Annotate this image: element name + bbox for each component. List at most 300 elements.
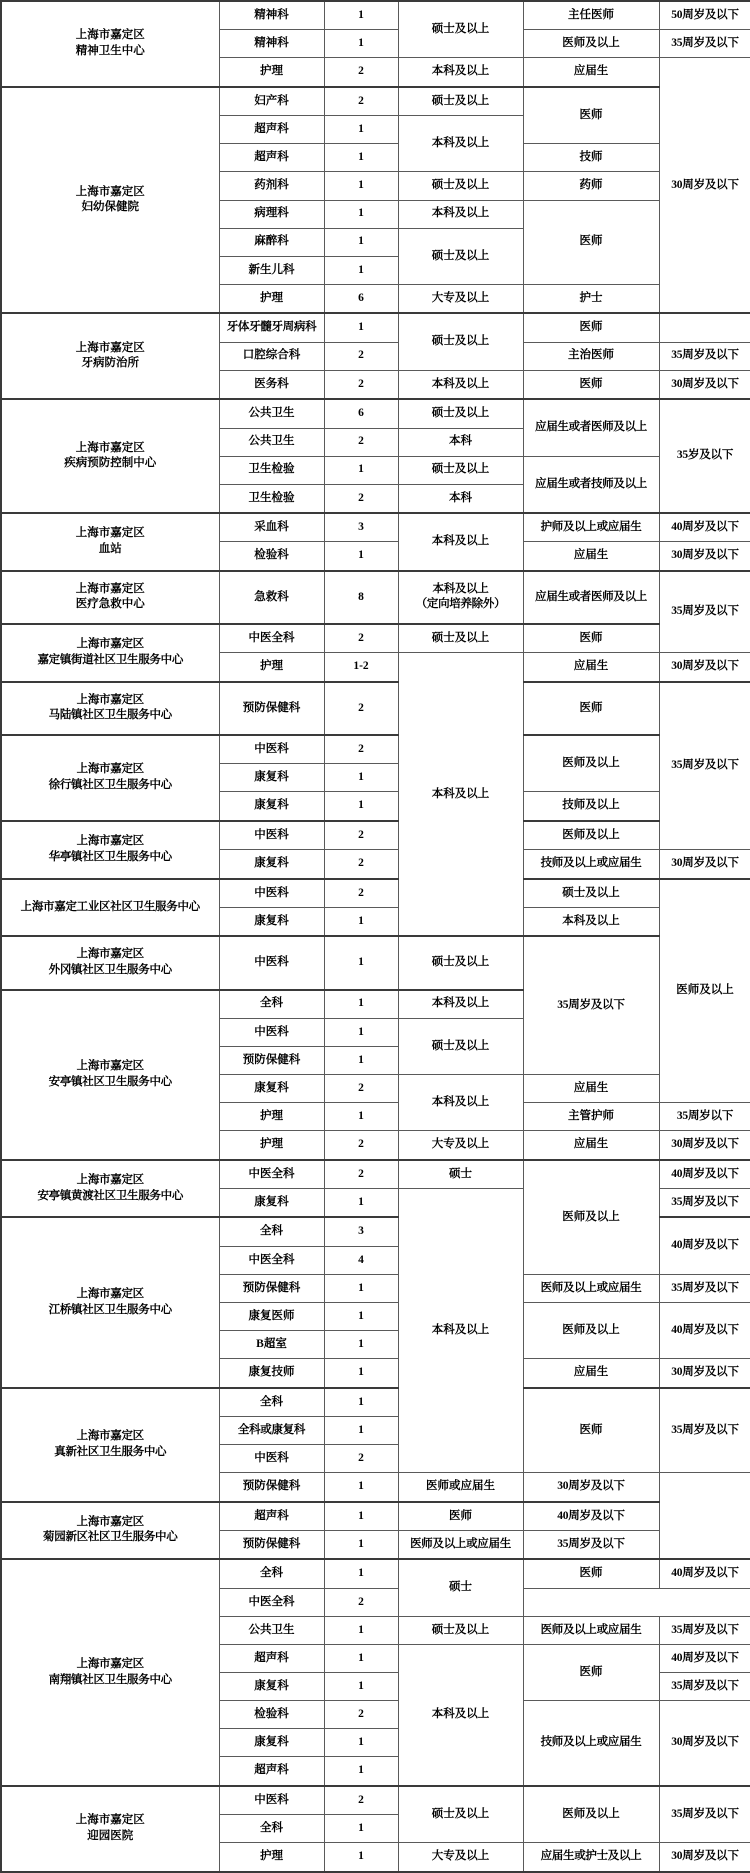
cell-text-line: 本科及以上	[431, 1095, 490, 1108]
cell-text-line: 医师	[579, 1567, 603, 1580]
cell-text-line: 2	[358, 1138, 364, 1151]
cell-text-line: 硕士及以上	[431, 1623, 490, 1636]
cell-text-line: 上海市嘉定区	[75, 441, 145, 454]
department-cell	[219, 144, 324, 172]
cell-text-line: 检验科	[254, 549, 289, 562]
headcount-cell	[324, 624, 398, 653]
unit-cell	[1, 1388, 219, 1502]
cell-text-line: 中医全科	[248, 1253, 295, 1266]
cell-text-line: 全科或康复科	[237, 1423, 306, 1436]
qualification-cell	[523, 172, 659, 200]
education-cell	[398, 1018, 523, 1074]
qualification-cell	[523, 1843, 659, 1872]
education-cell	[398, 624, 523, 653]
cell-text-line: 2	[358, 349, 364, 362]
department-cell	[219, 1047, 324, 1075]
headcount-cell	[324, 1018, 398, 1046]
cell-text-line: 护士	[579, 291, 603, 304]
cell-text-line: 华亭镇社区卫生服务中心	[48, 850, 172, 863]
education-cell	[398, 1131, 523, 1160]
cell-text-line: 主治医师	[568, 349, 614, 362]
cell-text-line: 本科及以上	[431, 535, 490, 548]
cell-text-line: 主任医师	[568, 8, 614, 21]
cell-text-line: 上海市嘉定区	[76, 948, 144, 961]
cell-text-line: 康复科	[254, 857, 289, 870]
department-cell	[219, 1246, 324, 1274]
cell-text-line: 30周岁及以下	[671, 549, 739, 562]
headcount-cell	[324, 1274, 398, 1302]
unit-cell	[1, 1786, 219, 1872]
cell-text-line: 本科	[449, 435, 472, 448]
cell-text-line: 2	[358, 1595, 364, 1608]
qualification-cell	[523, 682, 659, 735]
headcount-cell	[324, 1217, 398, 1246]
qualification-cell	[523, 1160, 659, 1275]
cell-text-line: 1	[358, 1053, 364, 1066]
table-row	[1, 1786, 750, 1815]
qualification-cell	[523, 342, 659, 370]
department-cell	[219, 1303, 324, 1331]
cell-text-line: 30周岁及以下	[671, 1850, 739, 1863]
table-body	[1, 1, 750, 1872]
cell-text-line: 超声科	[254, 123, 289, 136]
qualification-cell	[523, 1701, 659, 1786]
cell-text-line: 2	[358, 435, 364, 448]
cell-text-line: 预防保健科	[242, 701, 301, 714]
cell-text-line: 35周岁及以下	[671, 759, 739, 772]
qualification-cell	[523, 735, 659, 792]
cell-text-line: 中医科	[254, 828, 289, 841]
cell-text-line: 1	[358, 771, 364, 784]
headcount-cell	[324, 428, 398, 456]
cell-text-line: 2	[358, 1451, 364, 1464]
education-cell	[398, 1189, 523, 1473]
cell-text-line: 医师	[579, 321, 603, 334]
table-row	[1, 936, 750, 989]
department-cell	[219, 735, 324, 764]
department-cell	[219, 1217, 324, 1246]
headcount-cell	[324, 682, 398, 735]
headcount-cell	[324, 1131, 398, 1160]
department-cell	[219, 542, 324, 571]
cell-text-line: 医师及以上	[562, 828, 620, 841]
department-cell	[219, 821, 324, 850]
headcount-cell	[324, 879, 398, 908]
headcount-cell	[324, 571, 398, 624]
cell-text-line: 病理科	[254, 207, 289, 220]
unit-cell	[1, 571, 219, 624]
cell-text-line: 护理	[260, 291, 283, 304]
education-cell	[398, 228, 523, 284]
department-cell	[219, 879, 324, 908]
cell-text-line: 应届生或护士及以上	[540, 1850, 642, 1863]
headcount-cell	[324, 58, 398, 87]
age-limit-cell	[659, 1786, 750, 1843]
cell-text-line: 超声科	[254, 151, 289, 164]
cell-text-line: 技师及以上或应届生	[540, 1736, 642, 1749]
cell-text-line: 护理	[260, 65, 283, 78]
cell-text-line: 本科及以上	[431, 377, 490, 390]
cell-text-line: 超声科	[254, 1509, 289, 1522]
cell-text-line: 医师或应届生	[426, 1480, 495, 1493]
cell-text-line: 1	[358, 1110, 364, 1123]
headcount-cell	[324, 1189, 398, 1218]
headcount-cell	[324, 200, 398, 228]
cell-text-line: 6	[358, 291, 364, 304]
headcount-cell	[324, 484, 398, 513]
cell-text-line: 全科	[260, 997, 283, 1010]
age-limit-cell	[659, 1388, 750, 1473]
cell-text-line: 康复科	[254, 1679, 289, 1692]
age-limit-cell	[659, 850, 750, 879]
qualification-cell	[523, 1103, 659, 1131]
age-limit-cell	[659, 1616, 750, 1644]
cell-text-line: 1	[358, 463, 364, 476]
cell-text-line: 1	[358, 1281, 364, 1294]
age-limit-cell	[659, 1673, 750, 1701]
department-cell	[219, 116, 324, 144]
cell-text-line: 技师	[579, 151, 603, 164]
department-cell	[219, 172, 324, 200]
cell-text-line: 南翔镇社区卫生服务中心	[48, 1673, 172, 1686]
age-limit-cell	[659, 513, 750, 542]
education-cell	[523, 879, 659, 908]
age-limit-cell	[659, 542, 750, 571]
cell-text-line: 1	[358, 235, 364, 248]
headcount-cell	[324, 542, 398, 571]
cell-text-line: 医师	[579, 1423, 603, 1436]
headcount-cell	[324, 256, 398, 284]
cell-text-line: 卫生检验	[248, 491, 295, 504]
cell-text-line: 中医全科	[248, 631, 295, 644]
cell-text-line: 2	[358, 631, 364, 644]
cell-text-line: 2	[358, 857, 364, 870]
qualification-cell	[523, 1131, 659, 1160]
table-row	[1, 1502, 750, 1531]
cell-text-line: 35周岁及以下	[671, 1807, 739, 1820]
cell-text-line: 30周岁及以下	[671, 857, 739, 870]
cell-text-line: 2	[358, 491, 364, 504]
headcount-cell	[324, 735, 398, 764]
qualification-cell	[523, 542, 659, 571]
cell-text-line: 护理	[260, 1850, 283, 1863]
cell-text-line: 预防保健科	[242, 1537, 301, 1550]
cell-text-line: 30周岁及以下	[671, 377, 739, 390]
cell-text-line: 医师	[579, 377, 603, 390]
age-limit-cell	[659, 682, 750, 850]
cell-text-line: 2	[358, 94, 364, 107]
cell-text-line: 急救科	[254, 590, 289, 603]
cell-text-line: 40周岁及以下	[671, 1651, 739, 1664]
table-row	[1, 87, 750, 116]
qualification-cell	[523, 1075, 659, 1103]
headcount-cell	[324, 1815, 398, 1843]
qualification-cell	[523, 399, 659, 456]
headcount-cell	[324, 456, 398, 484]
age-limit-cell	[659, 1189, 750, 1218]
headcount-cell	[324, 30, 398, 58]
unit-cell	[1, 399, 219, 513]
cell-text-line: 硕士及以上	[431, 407, 490, 420]
education-cell	[398, 1644, 523, 1785]
cell-text-line: 护理	[260, 1110, 283, 1123]
cell-text-line: 应届生	[573, 1081, 609, 1094]
cell-text-line: 中医科	[254, 1025, 289, 1038]
education-cell	[398, 58, 523, 87]
cell-text-line: 真新社区卫生服务中心	[54, 1445, 167, 1458]
cell-text-line: 35岁及以下	[676, 449, 734, 462]
cell-text-line: 35周岁及以下	[671, 1679, 739, 1692]
department-cell	[219, 1757, 324, 1786]
department-cell	[219, 1075, 324, 1103]
qualification-cell	[398, 1530, 523, 1559]
cell-text-line: 本科及以上	[431, 137, 490, 150]
department-cell	[219, 456, 324, 484]
headcount-cell	[324, 1, 398, 30]
department-cell	[219, 850, 324, 879]
cell-text-line: 1	[358, 37, 364, 50]
cell-text-line: 上海市嘉定区	[75, 1814, 145, 1827]
cell-text-line: 牙体牙髓牙周病科	[226, 321, 317, 334]
department-cell	[219, 1588, 324, 1616]
department-cell	[219, 1274, 324, 1302]
cell-text-line: 硕士及以上	[431, 335, 490, 348]
qualification-cell	[523, 850, 659, 879]
qualification-cell	[523, 792, 659, 821]
cell-text-line: 全科	[260, 1225, 283, 1238]
cell-text-line: 1	[358, 8, 364, 21]
cell-text-line: 2	[358, 1081, 364, 1094]
age-limit-cell	[659, 1160, 750, 1189]
cell-text-line: 硕士及以上	[431, 1807, 490, 1820]
headcount-cell	[324, 284, 398, 313]
table-row	[1, 399, 750, 428]
cell-text-line: 35周岁及以下	[557, 998, 625, 1011]
cell-text-line: 上海市嘉定区	[76, 763, 144, 776]
unit-cell	[1, 513, 219, 571]
headcount-cell	[324, 228, 398, 256]
qualification-cell	[398, 1473, 523, 1502]
cell-text-line: 本科及以上	[431, 1708, 490, 1721]
cell-text-line: 疾病预防控制中心	[64, 457, 157, 470]
education-cell	[398, 1075, 523, 1131]
qualification-cell	[523, 313, 659, 342]
cell-text-line: 医师及以上	[562, 37, 620, 50]
education-cell	[398, 1, 523, 58]
cell-text-line: 本科	[449, 491, 472, 504]
cell-text-line: 本科及以上	[562, 914, 620, 927]
cell-text-line: 2	[358, 701, 364, 714]
headcount-cell	[324, 116, 398, 144]
headcount-cell	[324, 1331, 398, 1359]
headcount-cell	[324, 1757, 398, 1786]
age-limit-cell	[523, 1502, 659, 1531]
education-cell	[398, 1843, 523, 1872]
cell-text-line: 30周岁及以下	[671, 660, 739, 673]
headcount-cell	[324, 1303, 398, 1331]
cell-text-line: 医疗急救中心	[75, 598, 145, 611]
cell-text-line: 1	[358, 1337, 364, 1350]
cell-text-line: 医师	[579, 1665, 603, 1678]
table-row	[1, 1160, 750, 1189]
cell-text-line: 硕士	[449, 1167, 472, 1180]
department-cell	[219, 1160, 324, 1189]
age-limit-cell	[659, 1843, 750, 1872]
education-cell	[398, 87, 523, 116]
cell-text-line: 40周岁及以下	[671, 1167, 739, 1180]
cell-text-line: 医师及以上或应届生	[540, 1623, 642, 1636]
cell-text-line: 马陆镇社区卫生服务中心	[48, 709, 172, 722]
unit-cell	[1, 821, 219, 879]
cell-text-line: 30周岁及以下	[557, 1480, 625, 1493]
department-cell	[219, 1331, 324, 1359]
cell-text-line: 35周岁及以下	[671, 1196, 739, 1208]
department-cell	[219, 1388, 324, 1417]
cell-text-line: 上海市嘉定区	[76, 1515, 144, 1528]
cell-text-line: 上海市嘉定区	[75, 185, 145, 198]
headcount-cell	[324, 513, 398, 542]
cell-text-line: 技师及以上	[562, 799, 620, 812]
cell-text-line: 硕士及以上	[562, 886, 620, 899]
cell-text-line: 40周岁及以下	[671, 1567, 739, 1580]
unit-cell	[1, 990, 219, 1160]
department-cell	[219, 228, 324, 256]
cell-text-line: 上海市嘉定工业区社区卫生服务中心	[20, 900, 200, 913]
headcount-cell	[324, 313, 398, 342]
cell-text-line: 40周岁及以下	[557, 1509, 625, 1522]
cell-text-line: 1	[358, 1821, 364, 1834]
department-cell	[219, 1530, 324, 1559]
qualification-cell	[523, 513, 659, 542]
cell-text-line: 医师	[579, 701, 603, 714]
qualification-cell	[523, 1616, 659, 1644]
department-cell	[219, 1786, 324, 1815]
headcount-cell	[324, 1160, 398, 1189]
cell-text-line: 1	[358, 1366, 364, 1379]
table-row	[1, 1388, 750, 1417]
qualification-cell	[523, 58, 659, 87]
cell-text-line: 大专及以上	[431, 291, 490, 304]
education-cell	[398, 200, 523, 228]
cell-text-line: 采血科	[254, 521, 289, 534]
qualification-cell	[523, 653, 659, 682]
cell-text-line: 公共卫生	[248, 1623, 295, 1636]
cell-text-line: 护师及以上或应届生	[540, 521, 642, 534]
table-row	[1, 821, 750, 850]
unit-cell	[1, 1160, 219, 1218]
cell-text-line: 1	[358, 263, 364, 276]
headcount-cell	[324, 1502, 398, 1531]
headcount-cell	[324, 1246, 398, 1274]
cell-text-line: 中医全科	[248, 1595, 295, 1608]
age-limit-cell	[659, 1559, 750, 1588]
cell-text-line: 康复科	[254, 1196, 289, 1208]
qualification-cell	[523, 1274, 659, 1302]
cell-text-line: 硕士及以上	[431, 463, 490, 476]
cell-text-line: 1	[358, 321, 364, 334]
headcount-cell	[324, 850, 398, 879]
department-cell	[219, 513, 324, 542]
department-cell	[219, 313, 324, 342]
cell-text-line: 口腔综合科	[242, 349, 301, 362]
headcount-cell	[324, 1530, 398, 1559]
qualification-cell	[659, 879, 750, 1103]
cell-text-line: 1	[358, 1850, 364, 1863]
cell-text-line: 35周岁及以下	[671, 1423, 739, 1436]
education-cell	[398, 653, 523, 936]
education-cell	[398, 484, 523, 513]
cell-text-line: 卫生检验	[248, 463, 295, 476]
department-cell	[219, 428, 324, 456]
cell-text-line: 超声科	[254, 1651, 289, 1664]
cell-text-line: 35周岁及以下	[671, 1623, 739, 1636]
cell-text-line: 全科	[260, 1821, 283, 1834]
table-row	[1, 735, 750, 764]
headcount-cell	[324, 342, 398, 370]
cell-text-line: 大专及以上	[431, 1850, 490, 1863]
qualification-cell	[523, 144, 659, 172]
cell-text-line: 预防保健科	[242, 1053, 301, 1066]
cell-text-line: 上海市嘉定区	[75, 582, 145, 595]
age-limit-cell	[659, 1217, 750, 1274]
department-cell	[219, 1616, 324, 1644]
education-cell	[398, 936, 523, 989]
cell-text-line: 30周岁及以下	[671, 1366, 739, 1379]
cell-text-line: 1	[358, 799, 364, 812]
age-limit-cell	[523, 936, 659, 1074]
cell-text-line: 35周岁以下	[676, 1110, 734, 1123]
headcount-cell	[324, 1417, 398, 1445]
headcount-cell	[324, 399, 398, 428]
cell-text-line: 超声科	[254, 1764, 289, 1777]
cell-text-line: 本科及以上	[431, 65, 490, 78]
cell-text-line: 3	[358, 1225, 364, 1238]
cell-text-line: 康复医师	[248, 1309, 295, 1322]
cell-text-line: 公共卫生	[248, 435, 295, 448]
headcount-cell	[324, 1388, 398, 1417]
age-limit-cell	[659, 1103, 750, 1131]
cell-text-line: 预防保健科	[242, 1281, 301, 1294]
qualification-cell	[523, 200, 659, 284]
department-cell	[219, 653, 324, 682]
cell-text-line: 麻醉科	[254, 235, 289, 248]
education-cell	[398, 399, 523, 428]
cell-text-line: 40周岁及以下	[671, 521, 739, 534]
cell-text-line: 35周岁及以下	[557, 1537, 625, 1550]
headcount-cell	[324, 1616, 398, 1644]
headcount-cell	[324, 990, 398, 1019]
cell-text-line: 50周岁及以下	[671, 8, 739, 21]
department-cell	[219, 30, 324, 58]
cell-text-line: 硕士及以上	[431, 22, 490, 35]
headcount-cell	[324, 1473, 398, 1502]
department-cell	[219, 682, 324, 735]
unit-cell	[1, 682, 219, 735]
cell-text-line: 1	[358, 997, 364, 1010]
department-cell	[219, 256, 324, 284]
department-cell	[219, 1445, 324, 1473]
headcount-cell	[324, 172, 398, 200]
headcount-cell	[324, 370, 398, 399]
cell-text-line: 35周岁及以下	[671, 605, 739, 618]
qualification-cell	[523, 1, 659, 30]
department-cell	[219, 990, 324, 1019]
cell-text-line: 1	[358, 1537, 364, 1550]
cell-text-line: 医师及以上	[562, 756, 620, 769]
cell-text-line: 4	[358, 1253, 364, 1266]
cell-text-line: 35周岁及以下	[671, 349, 739, 362]
cell-text-line: 30周岁及以下	[671, 178, 739, 191]
